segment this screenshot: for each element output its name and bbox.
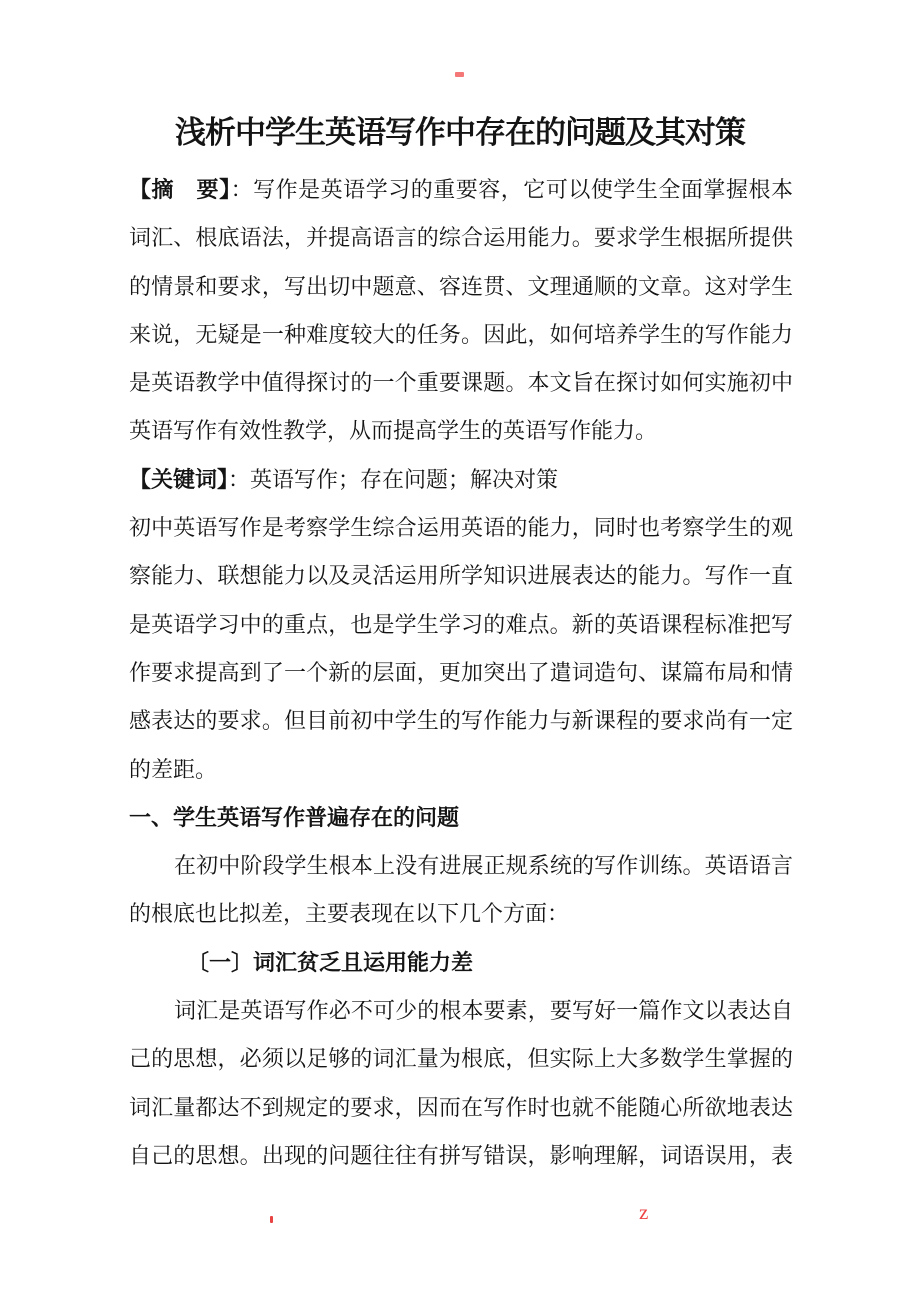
body-line: 词汇量都达不到规定的要求，因而在写作时也就不能随心所欲地表达 [129, 1094, 793, 1120]
abstract-line [129, 166, 793, 214]
abstract-line: 的情景和要求，写出切中题意、容连贯、文理通顺的文章。这对学生 [129, 273, 793, 299]
abstract-line: 词汇、根底语法，并提高语言的综合运用能力。要求学生根据所提供 [129, 225, 793, 251]
intro-line: 作要求提高到了一个新的层面，更加突出了遣词造句、谋篇布局和情 [129, 659, 793, 685]
abstract-line: 英语写作有效性教学，从而提高学生的英语写作能力。 [129, 418, 658, 444]
red-dash-mark [455, 72, 464, 77]
document-title: 浅析中学生英语写作中存在的问题及其对策 [175, 115, 745, 150]
intro-line: 感表达的要求。但目前初中学生的写作能力与新课程的要求尚有一定 [129, 708, 793, 734]
body-line: 在初中阶段学生根本上没有进展正规系统的写作训练。英语语言 [174, 853, 793, 879]
intro-line: 初中英语写作是考察学生综合运用英语的能力，同时也考察学生的观 [129, 515, 793, 541]
line-text: ：写作是英语学习的重要容，它可以使学生全面掌握根本 [230, 177, 793, 202]
intro-line: 是英语学习中的重点，也是学生学习的难点。新的英语课程标准把写 [129, 611, 793, 637]
line-bold-prefix: 【关键词】 [129, 466, 229, 492]
intro-line: 的差距。 [129, 756, 218, 782]
body-line: 的根底也比拟差，主要表现在以下几个方面： [129, 901, 570, 927]
line-text: ：英语写作；存在问题；解决对策 [228, 466, 559, 492]
keywords-line [129, 456, 793, 504]
section-heading: 一、学生英语写作普遍存在的问题 [129, 804, 460, 830]
stray-z-text: z [639, 1200, 649, 1224]
abstract-line: 是英语教学中值得探讨的一个重要课题。本文旨在探讨如何实施初中 [129, 370, 793, 396]
line-bold-prefix: 【摘 要】 [129, 177, 231, 202]
subsection-heading: 〔一〕词汇贫乏且运用能力差 [187, 949, 474, 975]
body-line: 词汇是英语写作必不可少的根本要素，要写好一篇作文以表达自 [174, 998, 793, 1024]
abstract-line: 来说，无疑是一种难度较大的任务。因此，如何培养学生的写作能力 [129, 321, 793, 347]
body-line: 自己的思想。出现的问题往往有拼写错误，影响理解，词语误用，表 [129, 1142, 793, 1168]
intro-line: 察能力、联想能力以及灵活运用所学知识进展表达的能力。写作一直 [129, 563, 793, 589]
body-line: 己的思想，必须以足够的词汇量为根底，但实际上大多数学生掌握的 [129, 1046, 793, 1072]
red-dot-mark [270, 1216, 273, 1223]
document-content [129, 166, 793, 1180]
